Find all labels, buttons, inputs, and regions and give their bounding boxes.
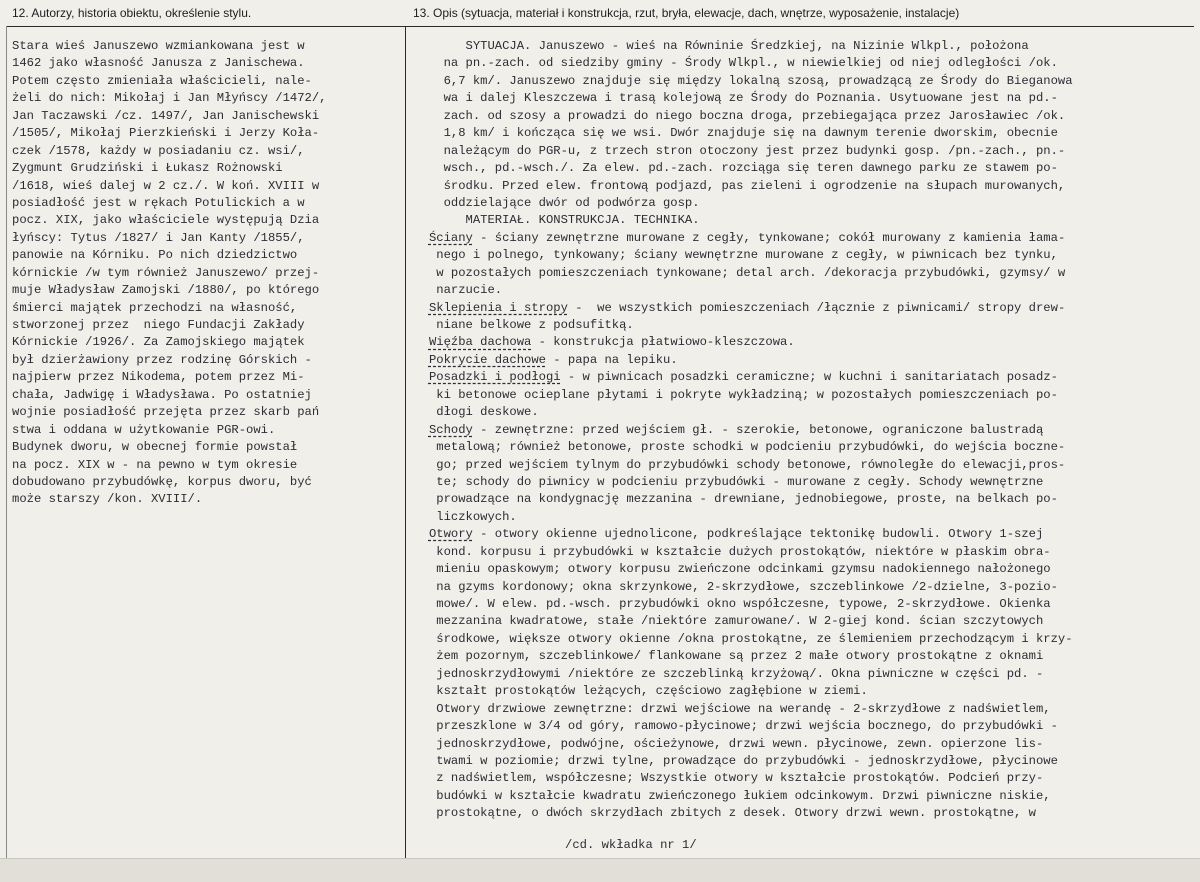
top-rule: [6, 26, 1194, 27]
line-text: [407, 353, 429, 367]
line-text: kształt prostokątów leżących, częściowo zagłębione w ziemi.: [407, 684, 868, 699]
description-line: [407, 247, 1073, 264]
line-text: wsch., pd.-wsch./. Za elew. pd.-zach. rozciąga się teren dawnego parku ze stawem po-: [407, 161, 1058, 176]
description-line: [407, 753, 1073, 770]
description-line: [407, 300, 1073, 317]
description-line: [407, 561, 1073, 578]
column-divider: [405, 26, 406, 881]
line-text: przeszklone w 3/4 od góry, ramowo-płycinowe; drzwi wejścia bocznego, do przybudówki -: [407, 719, 1058, 734]
description-line: [407, 666, 1073, 683]
line-text: twami w poziomie; drzwi tylne, prowadzące do przybudówki - jednoskrzydłowe, płycinowe: [407, 753, 1058, 768]
description-line: [407, 178, 1073, 195]
line-text: narzucie.: [407, 283, 503, 298]
line-text: - konstrukcja płatwiowo-kleszczowa.: [531, 335, 795, 350]
subsection-heading: Ściany: [428, 230, 473, 245]
description-line: [407, 596, 1073, 613]
history-line: stworzonej przez niego Fundacji Zakłady: [12, 318, 305, 332]
line-text: - we wszystkich pomieszczeniach /łącznie z piwnicami/ stropy drew-: [567, 300, 1066, 315]
line-text: - w piwnicach posadzki ceramiczne; w kuchni i sanitariatach posadz-: [560, 370, 1058, 385]
description-line: [407, 683, 1073, 700]
line-text: [407, 231, 429, 245]
description-line: [407, 579, 1073, 596]
history-line: 1462 jako własność Janusza z Janischewa.: [12, 56, 305, 71]
line-text: te; schody do piwnicy w podcieniu przybudówki - murowane z cegły. Schody wewnętrzne: [407, 474, 1044, 489]
history-line: chała, Jadwigę i Władysława. Po ostatniej: [12, 387, 312, 402]
line-text: [407, 335, 429, 349]
description-line: [407, 491, 1073, 508]
description-line: [407, 788, 1073, 805]
line-text: liczkowych.: [407, 509, 517, 524]
line-text: [407, 301, 429, 315]
description-line: [407, 108, 1073, 125]
description-line: [407, 212, 1073, 229]
description-line: [407, 544, 1073, 561]
description-line: [407, 73, 1073, 90]
line-text: Otwory drzwiowe zewnętrzne: drzwi wejściowe na werandę - 2-skrzydłowe z nadświetlem,: [407, 701, 1051, 716]
history-line: śmierci majątek przechodzi na własność,: [12, 300, 298, 315]
line-text: prostokątne, o dwóch skrzydłach zbitych z desek. Otwory drzwi wewn. prostokątne, w: [407, 806, 1036, 821]
line-text: 1,8 km/ i kończąca się we wsi. Dwór znajduje się na dawnym terenie dworskim, obecnie: [407, 126, 1058, 141]
history-line: najpierw przez Nikodema, potem przez Mi-: [12, 370, 305, 385]
description-line: [407, 334, 1073, 351]
description-line: [407, 195, 1073, 212]
description-line: [407, 387, 1073, 404]
line-text: żem pozornym, szczeblinkowe/ flankowane są przez 2 małe otwory prostokątne z oknami: [407, 649, 1044, 664]
history-column: [12, 38, 327, 509]
history-line: może starszy /kon. XVIII/.: [12, 492, 203, 507]
line-text: 6,7 km/. Januszewo znajduje się między lokalną szosą, prowadzącą ze Środy do Bieganowa: [407, 73, 1073, 88]
description-line: [407, 422, 1073, 439]
line-text: z nadświetlem, współczesne; Wszystkie otwory w kształcie prostokątów. Podcień przy-: [407, 771, 1044, 786]
line-text: dłogi deskowe.: [407, 405, 539, 420]
history-line: muje Władysław Zamojski /1880/, po którego: [12, 283, 320, 298]
description-line: [407, 265, 1073, 282]
line-text: oddzielające dwór od podwórza gosp.: [407, 195, 700, 210]
section-12-header: 12. Autorzy, historia obiektu, określenie stylu.: [12, 6, 252, 20]
history-line: /1505/, Mikołaj Pierzkieński i Jerzy Koła-: [12, 126, 320, 141]
line-text: należącym do PGR-u, z trzech stron otoczony jest przez budynki gosp. /pn.-zach., pn.-: [407, 143, 1066, 158]
line-text: na gzyms kordonowy; okna skrzynkowe, 2-skrzydłowe, szczeblinkowe /2-dzielne, 3-pozio-: [407, 579, 1058, 594]
subsection-heading: Więźba dachowa: [428, 335, 532, 350]
description-line: [407, 90, 1073, 107]
line-text: [407, 527, 429, 541]
description-line: [407, 282, 1073, 299]
subsection-heading: Otwory: [428, 527, 473, 542]
line-text: [407, 370, 429, 384]
line-text: środku. Przed elew. frontową podjazd, pas zieleni i ogrodzenie na słupach murowanych,: [407, 178, 1066, 193]
line-text: budówki w kształcie kwadratu zwieńczonego łukiem odcinkowym. Drzwi piwniczne niskie,: [407, 788, 1051, 803]
description-line: [407, 701, 1073, 718]
history-line: był dzierżawiony przez rodzinę Górskich -: [12, 352, 312, 367]
description-line: [407, 160, 1073, 177]
description-column: [407, 38, 1073, 823]
line-text: SYTUACJA. Januszewo - wieś na Równinie Średzkiej, na Nizinie Wlkpl., położona: [407, 39, 1029, 53]
line-text: [407, 423, 429, 437]
history-line: łyńscy: Tytus /1827/ i Jan Kanty /1855/,: [12, 230, 305, 245]
description-line: [407, 230, 1073, 247]
description-line: [407, 439, 1073, 456]
line-text: jednoskrzydłowymi /niektóre ze szczeblinką krzyżową/. Okna piwniczne w części pd. -: [407, 666, 1044, 681]
description-line: [407, 55, 1073, 72]
line-text: - zewnętrzne: przed wejściem gł. - szerokie, betonowe, ograniczone balustradą: [472, 422, 1044, 437]
line-text: MATERIAŁ. KONSTRUKCJA. TECHNIKA.: [407, 213, 700, 228]
line-text: - ściany zewnętrzne murowane z cegły, tynkowane; cokół murowany z kamienia łama-: [472, 230, 1066, 245]
line-text: na pn.-zach. od siedziby gminy - Środy Wlkpl., w niewielkiej od niej odległości /ok.: [407, 56, 1058, 71]
description-line: [407, 143, 1073, 160]
section-13-header: 13. Opis (sytuacja, materiał i konstrukcja, rzut, bryła, elewacje, dach, wnętrze, wyposażenie, instalacje): [413, 6, 960, 20]
line-text: nego i polnego, tynkowany; ściany wewnętrzne murowane z cegły, w piwnicach bez tynku,: [407, 248, 1058, 263]
description-line: [407, 770, 1073, 787]
line-text: w pozostałych pomieszczeniach tynkowane; detal arch. /dekoracja przybudówki, gzymsy/ w: [407, 265, 1066, 280]
history-line: Zygmunt Grudziński i Łukasz Rożnowski: [12, 161, 283, 176]
description-line: [407, 631, 1073, 648]
line-text: niane belkowe z podsufitką.: [407, 318, 634, 332]
line-text: go; przed wejściem tylnym do przybudówki schody betonowe, równoległe do elewacji,pros-: [407, 457, 1066, 472]
line-text: mezzanina kwadratowe, stałe /niektóre zamurowane/. W 2-giej kond. ścian szczytowych: [407, 614, 1044, 629]
description-line: [407, 38, 1073, 55]
history-line: Stara wieś Januszewo wzmiankowana jest w: [12, 39, 305, 53]
history-line: żeli do nich: Mikołaj i Jan Młyńscy /1472/,: [12, 91, 327, 106]
description-line: [407, 509, 1073, 526]
history-line: Budynek dworu, w obecnej formie powstał: [12, 440, 298, 455]
line-text: zach. od szosy a prowadzi do niego boczna droga, przebiegająca przez Jarosławiec /ok.: [407, 108, 1066, 123]
history-line: posiadłość jest w rękach Potulickich a w: [12, 195, 305, 210]
history-line: /1618, wieś dalej w 2 cz./. W koń. XVIII w: [12, 178, 320, 193]
continuation-note: /cd. wkładka nr 1/: [565, 838, 697, 852]
line-text: prowadzące na kondygnację mezzanina - drewniane, jednobiegowe, proste, na belkach po-: [407, 492, 1058, 507]
description-line: [407, 805, 1073, 822]
line-text: jednoskrzydłowe, podwójne, ościeżynowe, drzwi wewn. płycinowe, zewn. opierzone lis-: [407, 736, 1044, 751]
description-line: [407, 457, 1073, 474]
history-line: wojnie posiadłość przejęta przez skarb pań: [12, 405, 320, 420]
description-line: [407, 474, 1073, 491]
description-line: [407, 125, 1073, 142]
description-line: [407, 526, 1073, 543]
description-line: [407, 718, 1073, 735]
line-text: metalową; również betonowe, proste schodki w podcieniu przybudówki, do wejścia boczne-: [407, 440, 1066, 455]
line-text: środkowe, większe otwory okienne /okna prostokątne, ze ślemieniem przechodzącym i krzy-: [407, 631, 1073, 646]
history-line: Potem często zmieniała właścicieli, nale-: [12, 73, 312, 88]
description-line: [407, 648, 1073, 665]
history-line: na pocz. XIX w - na pewno w tym okresie: [12, 457, 298, 472]
subsection-heading: Sklepienia i stropy: [428, 300, 568, 315]
bottom-edge: [0, 858, 1200, 882]
history-line: czek /1578, każdy w posiadaniu cz. wsi/,: [12, 143, 305, 158]
line-text: kond. korpusu i przybudówki w kształcie dużych prostokątów, niektóre w płaskim obra-: [407, 544, 1051, 559]
subsection-heading: Pokrycie dachowe: [428, 352, 546, 367]
history-line: pocz. XIX, jako właściciele występują Dzia: [12, 213, 320, 228]
subsection-heading: Posadzki i podłogi: [428, 370, 561, 385]
line-text: ki betonowe ocieplane płytami i pokryte wykładziną; w pozostałych pomieszczeniach po-: [407, 387, 1058, 402]
line-text: - otwory okienne ujednolicone, podkreślające tektonikę budowli. Otwory 1-szej: [472, 527, 1044, 542]
description-line: [407, 613, 1073, 630]
line-text: mowe/. W elew. pd.-wsch. przybudówki okno współczesne, typowe, 2-skrzydłowe. Okienka: [407, 597, 1051, 611]
left-rule: [6, 26, 7, 881]
history-line: kórnickie /w tym również Januszewo/ przej-: [12, 265, 320, 280]
subsection-heading: Schody: [428, 422, 473, 437]
history-line: Kórnickie /1926/. Za Zamojskiego majątek: [12, 335, 305, 350]
line-text: mieniu opaskowym; otwory korpusu zwieńczone odcinkami gzymsu nadokiennego nałożonego: [407, 562, 1051, 577]
description-line: [407, 352, 1073, 369]
history-line: stwa i oddana w użytkowanie PGR-owi.: [12, 422, 276, 437]
description-line: [407, 317, 1073, 334]
description-line: [407, 369, 1073, 386]
line-text: wa i dalej Kleszczewa i trasą kolejową ze Środy do Poznania. Usytuowane jest na pd.-: [407, 91, 1058, 106]
history-line: Jan Taczawski /cz. 1497/, Jan Janischewski: [12, 108, 320, 123]
history-line: panowie na Kórniku. Po nich dziedzictwo: [12, 248, 298, 263]
history-line: dobudowano przybudówkę, korpus dworu, być: [12, 474, 312, 489]
line-text: - papa na lepiku.: [545, 352, 678, 367]
description-line: [407, 736, 1073, 753]
description-line: [407, 404, 1073, 421]
